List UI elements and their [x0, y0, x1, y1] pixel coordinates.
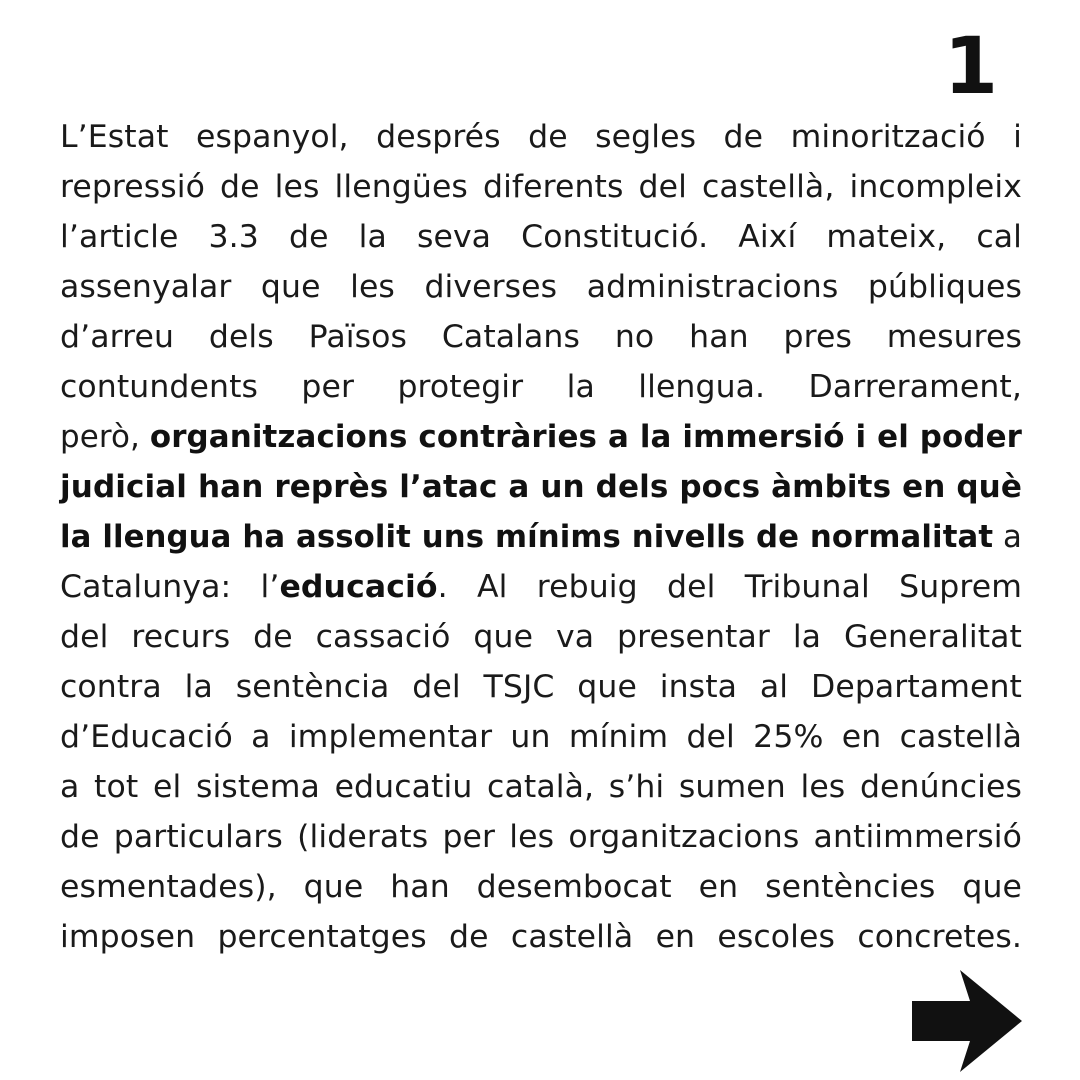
- text-segment: d’arreu dels Països Catalans no han pres mesures: [60, 319, 1022, 355]
- text-segment: contundents per protegir la llengua. Darrerament,: [60, 369, 1022, 405]
- page-number: 1: [943, 22, 998, 112]
- text-segment: a tot el sistema educatiu català, s’hi sumen les denúncies: [60, 769, 1022, 805]
- text-segment: imposen percentatges de castellà en escoles concretes.: [60, 919, 1022, 955]
- text-segment: . Al rebuig del Tribunal Suprem: [437, 569, 1022, 605]
- bold-text: la llengua ha assolit uns mínims nivells de normalitat: [60, 519, 994, 555]
- text-line: [60, 262, 1022, 312]
- text-segment: a: [993, 519, 1022, 555]
- right-arrow-icon[interactable]: [910, 968, 1024, 1074]
- text-segment: però,: [60, 419, 150, 455]
- text-segment: l’article 3.3 de la seva Constitució. Així mateix, cal: [60, 219, 1022, 255]
- bold-text: judicial han reprès l’atac a un dels pocs àmbits en què: [60, 469, 1023, 505]
- text-line: [60, 462, 1022, 512]
- text-line: [60, 612, 1022, 662]
- text-line: [60, 512, 1022, 562]
- bold-text: educació: [279, 569, 438, 605]
- text-segment: Catalunya: l’: [60, 569, 280, 605]
- text-segment: esmentades), que han desembocat en sentències que: [60, 869, 1022, 905]
- text-line: [60, 562, 1022, 612]
- text-segment: L’Estat espanyol, després de segles de minorització i: [60, 119, 1022, 155]
- bold-text: organitzacions contràries a la immersió i el poder: [149, 419, 1022, 455]
- text-line: [60, 662, 1022, 712]
- text-line: [60, 362, 1022, 412]
- text-line: [60, 712, 1022, 762]
- text-line: [60, 862, 1022, 912]
- text-segment: de particulars (liderats per les organitzacions antiimmersió: [60, 819, 1022, 855]
- text-segment: repressió de les llengües diferents del castellà, incompleix: [60, 169, 1022, 205]
- text-line: [60, 312, 1022, 362]
- text-line: [60, 112, 1022, 162]
- text-line: [60, 812, 1022, 862]
- text-segment: assenyalar que les diverses administracions públiques: [60, 269, 1022, 305]
- text-line: [60, 162, 1022, 212]
- text-segment: d’Educació a implementar un mínim del 25% en castellà: [60, 719, 1022, 755]
- text-line: [60, 762, 1022, 812]
- text-line: [60, 412, 1022, 462]
- text-segment: del recurs de cassació que va presentar la Generalitat: [60, 619, 1022, 655]
- text-line: [60, 912, 1022, 962]
- text-segment: contra la sentència del TSJC que insta al Departament: [60, 669, 1022, 705]
- body-paragraph: [60, 112, 1022, 962]
- text-line: [60, 212, 1022, 262]
